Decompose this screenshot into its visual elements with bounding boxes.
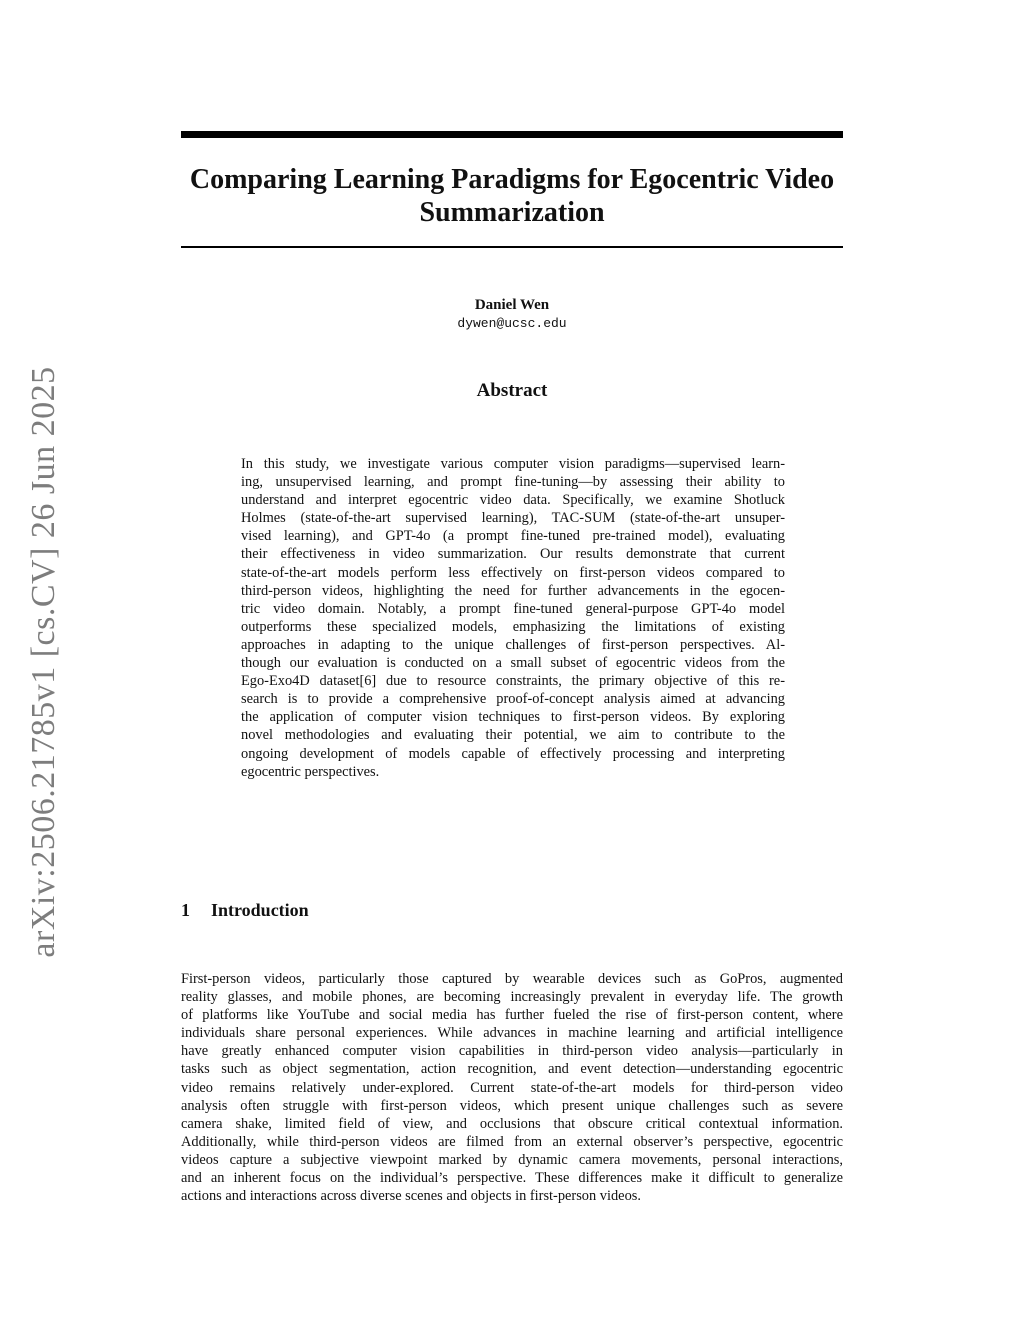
body-line: individuals share personal experiences. While advances in machine learning and artificial intelligence xyxy=(181,1025,843,1042)
abstract-line: Ego-Exo4D dataset[6] due to resource constraints, the primary objective of this re- xyxy=(241,673,785,690)
body-line: video remains relatively under-explored. Current state-of-the-art models for third-person video xyxy=(181,1079,843,1096)
body-line: reality glasses, and mobile phones, are becoming increasingly prevalent in everyday life. The growth xyxy=(181,989,843,1006)
body-line: have greatly enhanced computer vision capabilities in third-person video analysis—particularly in xyxy=(181,1043,843,1060)
section-title: Introduction xyxy=(211,900,309,920)
paper-title-line: Summarization xyxy=(419,197,605,228)
abstract-line: approaches in adapting to the unique challenges of first-person perspectives. Al- xyxy=(241,636,785,653)
body-line: analysis often struggle with first-person videos, which present unique challenges such as severe xyxy=(181,1097,843,1114)
abstract-line: ongoing development of models capable of effectively processing and interpreting xyxy=(241,745,785,762)
body-line: of platforms like YouTube and social media has further fueled the rise of first-person content, where xyxy=(181,1007,843,1024)
body-line: tasks such as object segmentation, action recognition, and event detection—understanding egocentric xyxy=(181,1061,843,1078)
abstract-line: their effectiveness in video summarization. Our results demonstrate that current xyxy=(241,546,785,563)
abstract-body xyxy=(241,455,785,781)
body-line: videos capture a subjective viewpoint marked by dynamic camera movements, personal interactions, xyxy=(181,1151,843,1168)
abstract-line: though our evaluation is conducted on a small subset of egocentric videos from the xyxy=(241,655,785,672)
paper-title xyxy=(181,163,843,229)
body-line: First-person videos, particularly those captured by wearable devices such as GoPros, augmented xyxy=(181,971,843,987)
paper-title-line: Comparing Learning Paradigms for Egocentric Video xyxy=(189,164,835,195)
abstract-line: egocentric perspectives. xyxy=(241,763,380,780)
section-heading-introduction xyxy=(181,899,309,921)
introduction-paragraph xyxy=(181,970,843,1205)
author-name: Daniel Wen xyxy=(474,297,550,313)
abstract-line: third-person videos, highlighting the need for further advancements in the egocen- xyxy=(241,582,785,599)
abstract-line: In this study, we investigate various computer vision paradigms—supervised learn- xyxy=(241,456,785,472)
body-line: and an inherent focus on the individual’s perspective. These differences make it difficult to generalize xyxy=(181,1170,843,1187)
abstract-line: the application of computer vision techniques to first-person videos. By exploring xyxy=(241,709,785,726)
abstract-line: outperforms these specialized models, emphasizing the limitations of existing xyxy=(241,618,785,635)
abstract-heading: Abstract xyxy=(476,380,548,401)
abstract-line: novel methodologies and evaluating their potential, we aim to contribute to the xyxy=(241,727,785,744)
body-line: camera shake, limited field of view, and occlusions that obscure critical contextual information. xyxy=(181,1115,843,1132)
abstract-line: Holmes (state-of-the-art supervised learning), TAC-SUM (state-of-the-art unsuper- xyxy=(241,510,785,527)
title-bottom-rule xyxy=(181,246,843,248)
abstract-line: search is to provide a comprehensive proof-of-concept analysis aimed at advancing xyxy=(241,691,785,708)
author-email: dywen@ucsc.edu xyxy=(457,316,567,331)
arxiv-identifier-stamp: arXiv:2506.21785v1 [cs.CV] 26 Jun 2025 xyxy=(25,366,62,958)
title-top-rule xyxy=(181,131,843,138)
abstract-line: vised learning), and GPT-4o (a prompt fine-tuned pre-trained model), evaluating xyxy=(241,528,785,545)
abstract-line: understand and interpret egocentric video data. Specifically, we examine Shotluck xyxy=(241,492,785,509)
body-line: Additionally, while third-person videos are filmed from an external observer’s perspective, egocentric xyxy=(181,1133,843,1150)
abstract-line: tric video domain. Notably, a prompt fine-tuned general-purpose GPT-4o model xyxy=(241,600,785,617)
section-number: 1 xyxy=(181,900,190,920)
body-line: actions and interactions across diverse scenes and objects in first-person videos. xyxy=(181,1188,641,1205)
abstract-line: state-of-the-art models perform less effectively on first-person videos compared to xyxy=(241,564,785,581)
abstract-line: ing, unsupervised learning, and prompt fine-tuning—by assessing their ability to xyxy=(241,474,785,491)
